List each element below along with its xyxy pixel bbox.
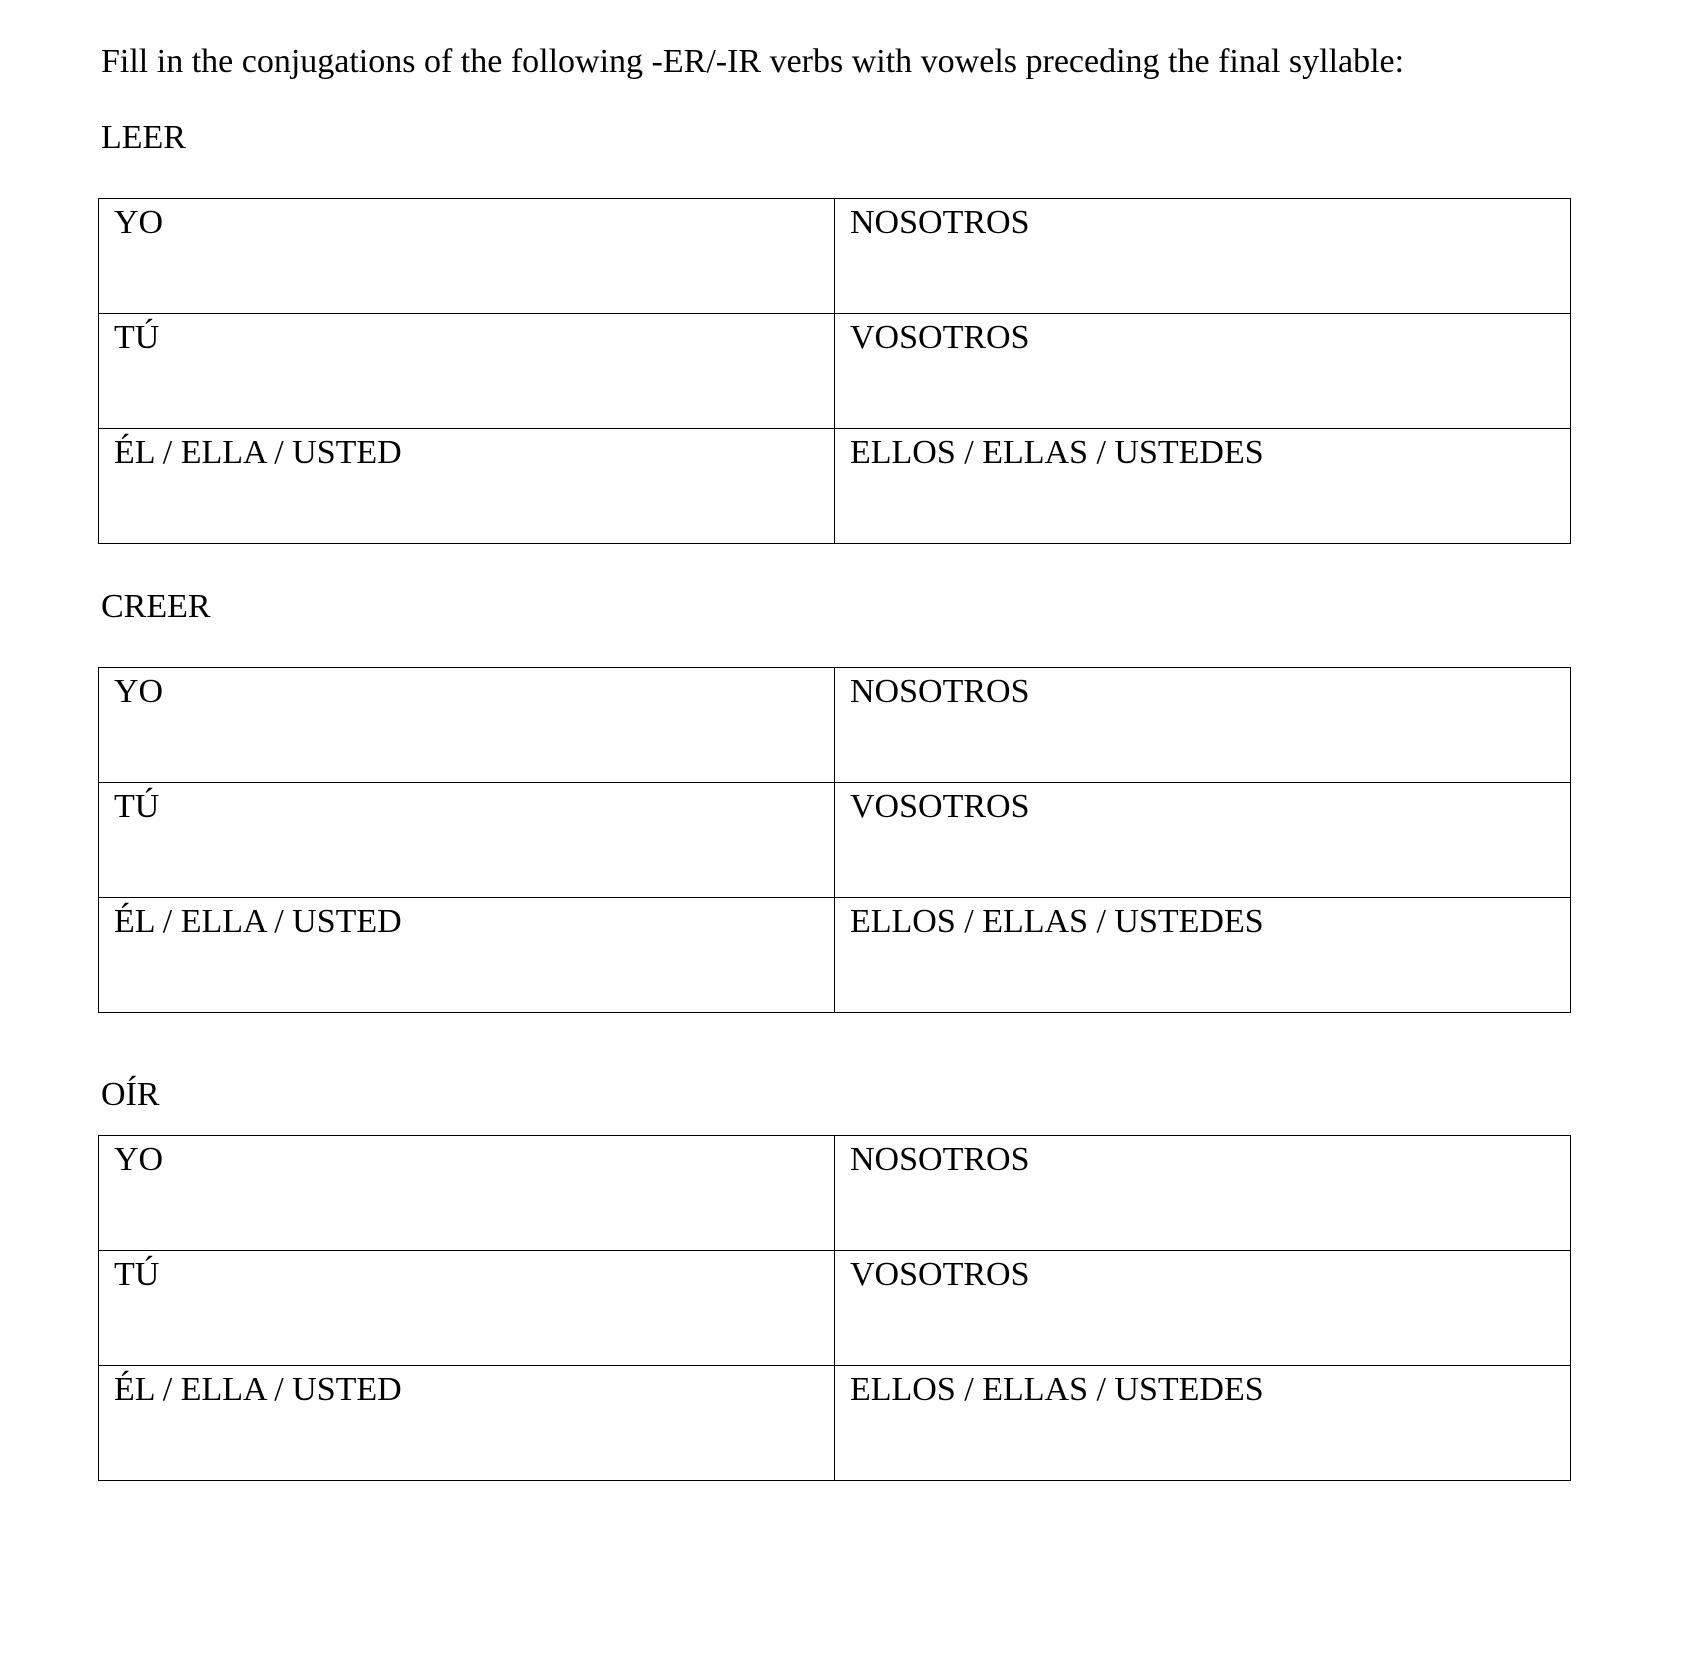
pronoun-label: ÉL / ELLA / USTED [114,434,402,471]
answer-cell-el-ella-usted[interactable] [99,898,835,1013]
answer-cell-nosotros[interactable] [835,1136,1571,1251]
instructions-text: Fill in the conjugations of the following -ER/-IR verbs with vowels preceding the final syllable: [101,43,1405,80]
answer-cell-vosotros[interactable] [835,314,1571,429]
answer-cell-tu[interactable] [99,1251,835,1366]
conjugation-table-creer [98,667,1571,1013]
table-row [99,199,1571,314]
answer-cell-vosotros[interactable] [835,1251,1571,1366]
answer-cell-vosotros[interactable] [835,783,1571,898]
pronoun-label: YO [114,1141,164,1178]
pronoun-label: TÚ [114,788,160,825]
pronoun-label: ELLOS / ELLAS / USTEDES [850,1371,1264,1408]
pronoun-label: YO [114,204,164,241]
answer-cell-tu[interactable] [99,783,835,898]
pronoun-label: ELLOS / ELLAS / USTEDES [850,903,1264,940]
conjugation-table-leer [98,198,1571,544]
pronoun-label: ÉL / ELLA / USTED [114,903,402,940]
table-row [99,1136,1571,1251]
pronoun-label: NOSOTROS [850,204,1030,241]
conjugation-table-oir [98,1135,1571,1481]
answer-cell-el-ella-usted[interactable] [99,429,835,544]
verb-heading-creer: CREER [101,588,211,625]
pronoun-label: NOSOTROS [850,673,1030,710]
pronoun-label: VOSOTROS [850,788,1030,825]
pronoun-label: VOSOTROS [850,319,1030,356]
table-row [99,1251,1571,1366]
table-row [99,1366,1571,1481]
table-row [99,314,1571,429]
table-row [99,668,1571,783]
pronoun-label: ÉL / ELLA / USTED [114,1371,402,1408]
table-row [99,783,1571,898]
answer-cell-ellos-ellas-ustedes[interactable] [835,898,1571,1013]
answer-cell-yo[interactable] [99,1136,835,1251]
answer-cell-yo[interactable] [99,199,835,314]
answer-cell-tu[interactable] [99,314,835,429]
pronoun-label: ELLOS / ELLAS / USTEDES [850,434,1264,471]
pronoun-label: NOSOTROS [850,1141,1030,1178]
answer-cell-el-ella-usted[interactable] [99,1366,835,1481]
table-row [99,898,1571,1013]
verb-heading-oir: OÍR [101,1076,160,1113]
answer-cell-yo[interactable] [99,668,835,783]
pronoun-label: TÚ [114,319,160,356]
answer-cell-nosotros[interactable] [835,199,1571,314]
pronoun-label: YO [114,673,164,710]
answer-cell-ellos-ellas-ustedes[interactable] [835,429,1571,544]
pronoun-label: TÚ [114,1256,160,1293]
pronoun-label: VOSOTROS [850,1256,1030,1293]
answer-cell-nosotros[interactable] [835,668,1571,783]
table-row [99,429,1571,544]
verb-heading-leer: LEER [101,119,186,156]
answer-cell-ellos-ellas-ustedes[interactable] [835,1366,1571,1481]
